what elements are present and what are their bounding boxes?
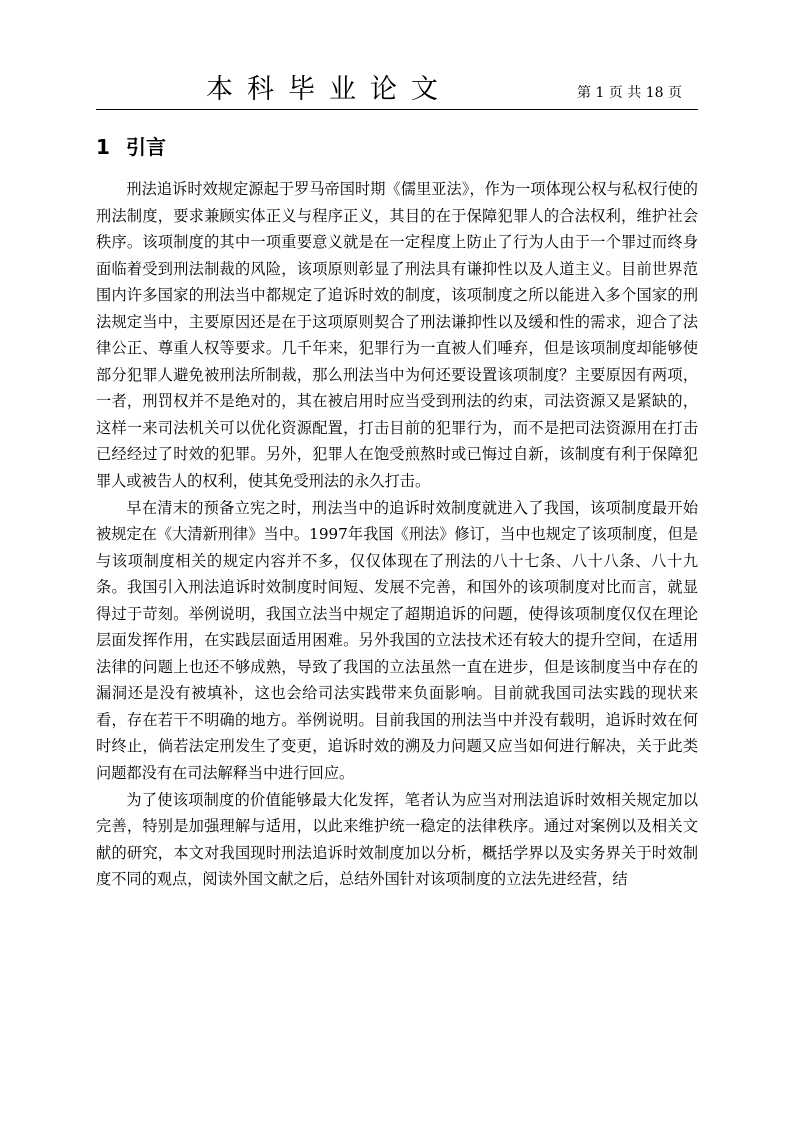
- section-number: 1: [96, 135, 110, 159]
- thesis-title: 本科毕业论文: [206, 74, 452, 105]
- page-number: 第 1 页 共 18 页: [577, 85, 682, 101]
- section-title-text: 引言: [126, 135, 166, 159]
- paragraph-3: 为了使该项制度的价值能够最大化发挥，笔者认为应当对刑法追诉时效相关规定加以完善，特别是加强理解与适用，以此来维护统一稳定的法律秩序。通过对案例以及相关文献的研究，本文对我国现时刑法追诉时效制度加以分析，概括学界以及实务界关于时效制度不同的观点，阅读外国文献之后，总结外国针对该项制度的立法先进经营，结: [96, 790, 698, 889]
- page-header: [96, 72, 698, 110]
- section-heading: [96, 134, 166, 160]
- body-text: [96, 176, 698, 893]
- paragraph-2: 早在清末的预备立宪之时，刑法当中的追诉时效制度就进入了我国，该项制度最开始被规定在《大清新刑律》当中。1997年我国《刑法》修订，当中也规定了该项制度，但是与该项制度相关的规定内容并不多，仅仅体现在了刑法的八十七条、八十八条、八十九条。我国引入刑法追诉时效制度时间短、发展不完善，和国外的该项制度对比而言，就显得过于苛刻。举例说明，我国立法当中规定了超期追诉的问题，使得该项制度仅仅在理论层面发挥作用，在实践层面适用困难。另外我国的立法技术还有较大的提升空间，在适用法律的问题上也还不够成熟，导致了我国的立法虽然一直在进步，但是该制度当中存在的漏洞还是没有被填补，这也会给司法实践带来负面影响。目前就我国司法实践的现状来看，存在若干不明确的地方。举例说明。目前我国的刑法当中并没有载明，追诉时效在何时终止，倘若法定刑发生了变更，追诉时效的溯及力问题又应当如何进行解决，关于此类问题都没有在司法解释当中进行回应。: [96, 498, 698, 783]
- paragraph-1: 刑法追诉时效规定源起于罗马帝国时期《儒里亚法》，作为一项体现公权与私权行使的刑法制度，要求兼顾实体正义与程序正义，其目的在于保障犯罪人的合法权利，维护社会秩序。该项制度的其中一项重要意义就是在一定程度上防止了行为人由于一个罪过而终身面临着受到刑法制裁的风险，该项原则彰显了刑法具有谦抑性以及人道主义。目前世界范围内许多国家的刑法当中都规定了追诉时效的制度，该项制度之所以能进入多个国家的刑法规定当中，主要原因还是在于这项原则契合了刑法谦抑性以及缓和性的需求，迎合了法律公正、尊重人权等要求。几千年来，犯罪行为一直被人们唾弃，但是该项制度却能够使部分犯罪人避免被刑法所制裁，那么刑法当中为何还要设置该项制度？主要原因有两项，一者，刑罚权并不是绝对的，其在被启用时应当受到刑法的约束，司法资源又是紧缺的，这样一来司法机关可以优化资源配置，打击目前的犯罪行为，而不是把司法资源用在打击已经经过了时效的犯罪。另外，犯罪人在饱受煎熬时或已悔过自新，该制度有利于保障犯罪人或被告人的权利，使其免受刑法的永久打击。: [96, 180, 698, 491]
